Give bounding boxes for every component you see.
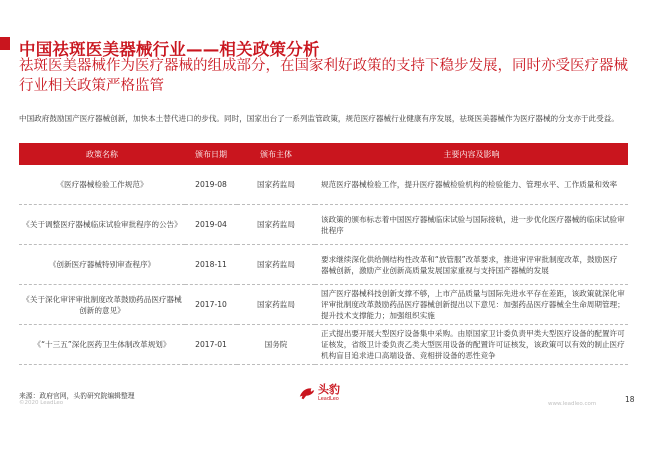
policy-content-cell: 要求继续深化供给侧结构性改革和“放管服”改革要求，推进审评审批制度改革，鼓励医疗器械创新，激励产业创新高质量发展国家重视与支持国产器械的发展 <box>315 245 628 285</box>
column-header-content: 主要内容及影响 <box>315 143 628 165</box>
column-header-date: 颁布日期 <box>185 143 237 165</box>
policy-date-cell: 2019-08 <box>185 165 237 205</box>
policy-issuer-cell: 国家药监局 <box>237 205 315 245</box>
policy-name-cell: 《关于深化审评审批制度改革鼓励药品医疗器械创新的意见》 <box>19 285 185 325</box>
policy-date-cell: 2017-01 <box>185 325 237 365</box>
page-number: 18 <box>625 395 635 404</box>
policy-content-cell: 正式提出要开展大型医疗设备集中采购。由原国家卫计委负责甲类大型医疗设备的配置许可证核发，省级卫计委负责乙类大型医用设备的配置许可证核发，该政策可以有效的制止医疗机构盲目追求进口高端设备、竞相拼设备的恶性竞争 <box>315 325 628 365</box>
source-note: 来源：政府官网，头豹研究院编辑整理 <box>19 392 135 400</box>
page-subtitle: 祛斑医美器械作为医疗器械的组成部分，在国家利好政策的支持下稳步发展，同时亦受医疗器械行业相关政策严格监管 <box>19 58 628 94</box>
table-row <box>19 165 628 205</box>
policy-table <box>19 143 628 365</box>
policy-date-cell: 2019-04 <box>185 205 237 245</box>
table-row <box>19 285 628 325</box>
policy-name-cell: 《医疗器械检验工作规范》 <box>19 165 185 205</box>
policy-date-cell: 2018-11 <box>185 245 237 285</box>
logo-chinese-text: 头豹 <box>318 383 340 396</box>
table-row <box>19 205 628 245</box>
column-header-policy-name: 政策名称 <box>19 143 185 165</box>
website-url: www.leadleo.com <box>548 401 597 407</box>
policy-name-cell: 《“十三五”深化医药卫生体制改革规划》 <box>19 325 185 365</box>
policy-content-cell: 国产医疗器械科技创新支撑不够，上市产品质量与国际先进水平存在差距，该政策就深化审评审批制度改革鼓励药品医疗器械创新提出以下意见：加强药品医疗器械全生命周期管理；提升技术支撑能力；加强组织实施 <box>315 285 628 325</box>
table-row <box>19 245 628 285</box>
policy-issuer-cell: 国务院 <box>237 325 315 365</box>
policy-date-cell: 2017-10 <box>185 285 237 325</box>
policy-name-cell: 《创新医疗器械特别审查程序》 <box>19 245 185 285</box>
policy-name-cell: 《关于调整医疗器械临床试验审批程序的公告》 <box>19 205 185 245</box>
policy-issuer-cell: 国家药监局 <box>237 285 315 325</box>
page-title: 中国祛斑医美器械行业——相关政策分析 <box>19 40 320 59</box>
copyright-note: ©2020 LeadLeo <box>19 400 64 406</box>
policy-content-cell: 该政策的颁布标志着中国医疗器械临床试验与国际接轨，进一步优化医疗器械的临床试验审批程序 <box>315 205 628 245</box>
table-header-row <box>19 143 628 165</box>
policy-content-cell: 规范医疗器械检验工作，提升医疗器械检验机构的检验能力、管理水平、工作质量和效率 <box>315 165 628 205</box>
intro-paragraph: 中国政府鼓励国产医疗器械创新，加快本土替代进口的步伐。同时，国家出台了一系列监管政策，规范医疗器械行业健康有序发展，祛斑医美器械作为医疗器械的分支亦于此受益。 <box>19 114 619 123</box>
policy-issuer-cell: 国家药监局 <box>237 245 315 285</box>
title-accent-bar <box>0 37 10 50</box>
leopard-logo-icon <box>298 384 316 402</box>
policy-issuer-cell: 国家药监局 <box>237 165 315 205</box>
leadleo-logo <box>298 384 340 402</box>
table-row <box>19 325 628 365</box>
logo-english-text: LeadLeo <box>318 396 339 402</box>
column-header-issuer: 颁布主体 <box>237 143 315 165</box>
